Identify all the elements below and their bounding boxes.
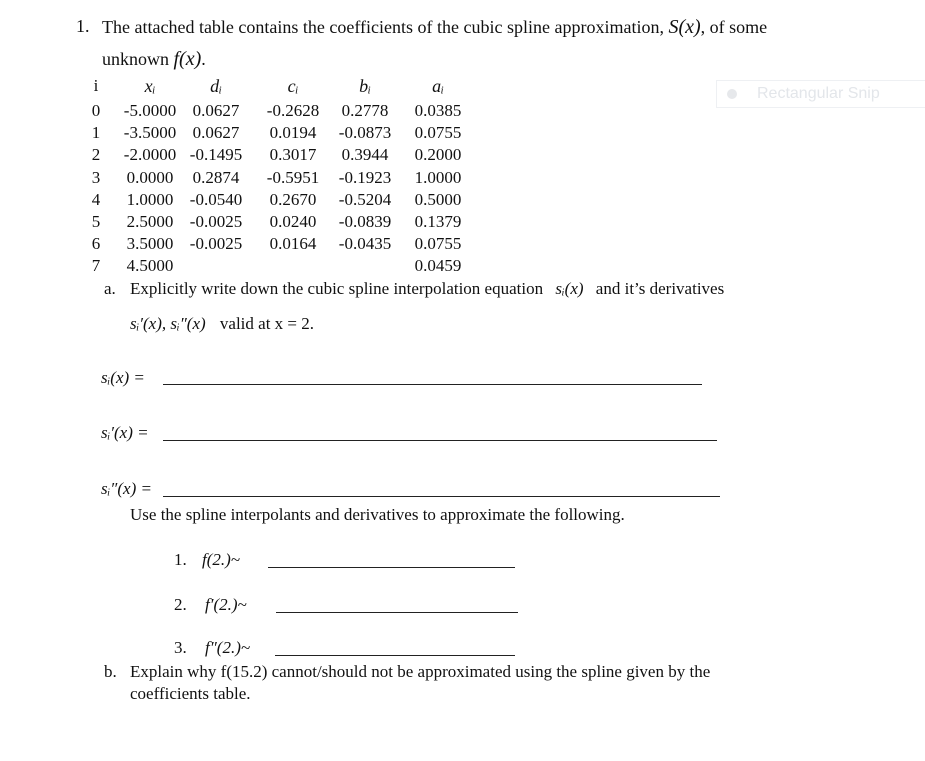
- valid-at-text: valid at x = 2.: [219, 314, 315, 333]
- eq-si-label: sᵢ(x) =: [101, 368, 145, 387]
- table-cell-r0-c2: 0.0627: [192, 101, 240, 120]
- f-of-x-symbol: f(x): [173, 48, 202, 70]
- table-cell-r2-c0: 2: [91, 145, 101, 165]
- table-cell-r3-c2: 0.2874: [192, 167, 240, 187]
- eq-si-prime-label: sᵢ′(x) =: [101, 423, 149, 442]
- eq-si-double-prime-label: sᵢ″(x) =: [101, 479, 152, 498]
- S-of-x-symbol: S(x): [668, 16, 701, 38]
- part-b-line1: Explain why f(15.2) cannot/should not be approximated using the spline given by the: [130, 662, 711, 681]
- table-cell-r2-c3: 0.3017: [269, 145, 317, 165]
- table-cell-r6-c4: -0.0435: [338, 234, 392, 254]
- table-cell-r7-c5: 0.0459: [414, 256, 462, 276]
- table-cell-r2-c2: -0.1495: [189, 145, 243, 165]
- part-b-letter: b.: [104, 662, 117, 681]
- table-header-5: aᵢ: [432, 76, 444, 96]
- table-cell-r6-c5: 0.0755: [414, 234, 462, 254]
- table-cell-r4-c1: 1.0000: [126, 189, 174, 209]
- table-cell-r1-c3: 0.0194: [269, 123, 317, 143]
- table-cell-r4-c3: 0.2670: [269, 189, 317, 209]
- intro-tail: , of some: [700, 17, 768, 37]
- table-header-1: xᵢ: [144, 76, 156, 96]
- use-spline-text: Use the spline interpolants and derivatives to approximate the following.: [130, 505, 625, 524]
- table-cell-r2-c4: 0.3944: [341, 145, 389, 165]
- table-cell-r5-c4: -0.0839: [338, 212, 392, 231]
- derivative-symbols: sᵢ′(x), sᵢ″(x): [130, 314, 206, 333]
- table-cell-r6-c2: -0.0025: [189, 234, 243, 254]
- question-number: 1.: [76, 16, 90, 36]
- table-cell-r0-c5: 0.0385: [414, 101, 462, 120]
- snip-label: Rectangular Snip: [757, 85, 880, 102]
- table-cell-r0-c4: 0.2778: [341, 101, 389, 120]
- intro-period: .: [201, 49, 206, 69]
- item-3-num: 3.: [174, 638, 187, 657]
- item-1-blank[interactable]: [268, 567, 515, 568]
- table-cell-r1-c4: -0.0873: [338, 123, 392, 143]
- table-cell-r3-c0: 3: [91, 167, 101, 187]
- table-cell-r0-c0: 0: [91, 101, 101, 120]
- table-cell-r6-c1: 3.5000: [126, 234, 174, 254]
- table-cell-r3-c5: 1.0000: [414, 167, 462, 187]
- table-cell-r4-c5: 0.5000: [414, 189, 462, 209]
- table-header-4: bᵢ: [359, 76, 371, 96]
- item-2-expr: f′(2.)~: [205, 595, 247, 614]
- table-cell-r1-c0: 1: [91, 123, 101, 143]
- table-cell-r0-c1: -5.0000: [123, 101, 177, 120]
- table-cell-r3-c3: -0.5951: [266, 167, 320, 187]
- item-3-blank[interactable]: [275, 655, 515, 656]
- question-intro-line1: [102, 16, 767, 39]
- table-cell-r1-c5: 0.0755: [414, 123, 462, 143]
- table-cell-r1-c2: 0.0627: [192, 123, 240, 143]
- table-cell-r5-c1: 2.5000: [126, 212, 174, 231]
- table-cell-r5-c3: 0.0240: [269, 212, 317, 231]
- table-cell-r4-c0: 4: [91, 189, 101, 209]
- part-a-text: [130, 279, 724, 299]
- rectangular-snip-tool[interactable]: [716, 80, 925, 108]
- question-intro-line2: [102, 48, 206, 71]
- table-header-0: i: [93, 76, 99, 95]
- table-cell-r3-c4: -0.1923: [338, 167, 392, 187]
- table-cell-r5-c0: 5: [91, 212, 101, 231]
- item-2-blank[interactable]: [276, 612, 518, 613]
- eq-si-double-prime-blank[interactable]: [163, 496, 720, 497]
- table-cell-r4-c4: -0.5204: [338, 189, 392, 209]
- table-cell-r5-c2: -0.0025: [189, 212, 243, 231]
- table-cell-r2-c5: 0.2000: [414, 145, 462, 165]
- table-cell-r2-c1: -2.0000: [123, 145, 177, 165]
- eq-si-prime-blank[interactable]: [163, 440, 717, 441]
- snip-dot-icon: [727, 89, 737, 99]
- si-symbol: sᵢ(x): [555, 279, 584, 298]
- part-a-derivatives-text: and it’s derivatives: [595, 279, 725, 298]
- item-1-num: 1.: [174, 550, 187, 569]
- eq-si-blank[interactable]: [163, 384, 702, 385]
- table-cell-r0-c3: -0.2628: [266, 101, 320, 120]
- table-cell-r1-c1: -3.5000: [123, 123, 177, 143]
- table-cell-r3-c1: 0.0000: [126, 167, 174, 187]
- table-cell-r6-c3: 0.0164: [269, 234, 317, 254]
- part-b-line2: coefficients table.: [130, 684, 251, 703]
- table-cell-r5-c5: 0.1379: [414, 212, 462, 231]
- table-cell-r4-c2: -0.0540: [189, 189, 243, 209]
- table-cell-r7-c1: 4.5000: [126, 256, 174, 276]
- table-cell-r7-c0: 7: [91, 256, 101, 276]
- item-1-expr: f(2.)~: [202, 550, 240, 569]
- part-a-letter: a.: [104, 279, 116, 298]
- table-header-3: cᵢ: [287, 76, 299, 96]
- item-2-num: 2.: [174, 595, 187, 614]
- intro-text: The attached table contains the coefficients of the cubic spline approximation,: [102, 17, 664, 37]
- table-cell-r6-c0: 6: [91, 234, 101, 254]
- part-a-derivs-line: [130, 314, 314, 334]
- item-3-expr: f″(2.)~: [205, 638, 251, 657]
- unknown-text: unknown: [102, 49, 169, 69]
- part-a-intro: Explicitly write down the cubic spline interpolation equation: [130, 279, 544, 298]
- table-header-2: dᵢ: [210, 76, 222, 96]
